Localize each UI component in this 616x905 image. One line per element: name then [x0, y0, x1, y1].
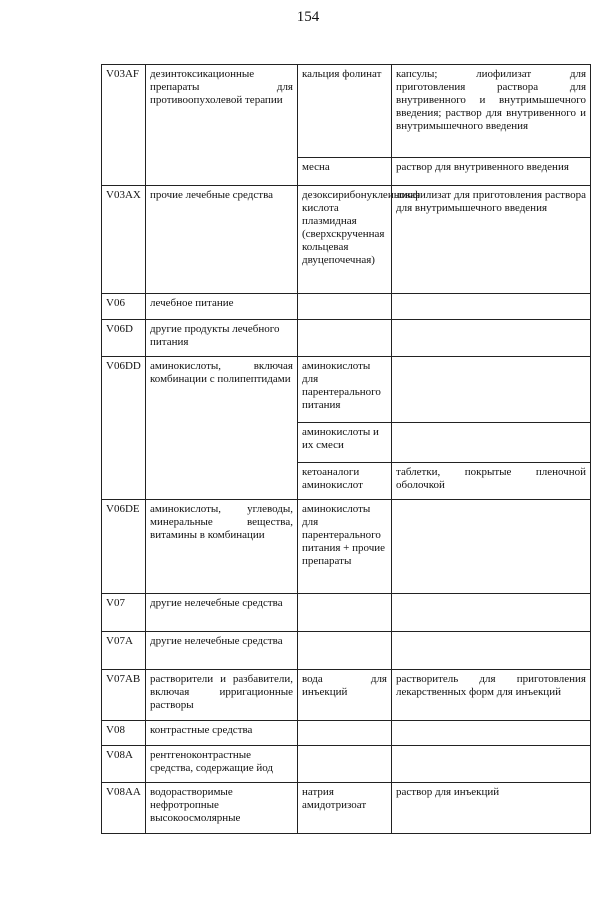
- atc-code-cell: V07: [102, 594, 146, 632]
- dosage-form-cell: [392, 294, 591, 320]
- dosage-form-cell: раствор для инъекций: [392, 783, 591, 834]
- dosage-form-cell: раствор для внутривенного введения: [392, 158, 591, 186]
- dosage-form-cell: [392, 721, 591, 746]
- group-cell: аминокислоты, включая комбинации с полипептидами: [146, 357, 298, 500]
- table-row: [102, 65, 591, 158]
- group-cell: аминокислоты, углеводы, минеральные вещества, витамины в комбинации: [146, 500, 298, 594]
- dosage-form-cell: [392, 423, 591, 463]
- table-row: [102, 294, 591, 320]
- substance-cell: [298, 746, 392, 783]
- substance-cell: кальция фолинат: [298, 65, 392, 158]
- table-row: [102, 357, 591, 423]
- dosage-form-cell: [392, 746, 591, 783]
- dosage-form-cell: [392, 500, 591, 594]
- group-cell: прочие лечебные средства: [146, 186, 298, 294]
- group-cell: другие продукты лечебного питания: [146, 320, 298, 357]
- group-cell: другие нелечебные средства: [146, 594, 298, 632]
- table-row: [102, 632, 591, 670]
- substance-cell: месна: [298, 158, 392, 186]
- page-number: 154: [296, 9, 320, 25]
- drug-table: [101, 64, 591, 834]
- group-cell: рентгеноконтрастные средства, содержащие йод: [146, 746, 298, 783]
- dosage-form-cell: лиофилизат для приготовления раствора для внутримышечного введения: [392, 186, 591, 294]
- dosage-form-cell: капсулы; лиофилизат для приготовления раствора для внутривенного и внутримышечного введения; раствор для внутривенного и внутримышечного введения: [392, 65, 591, 158]
- substance-cell: кетоаналоги аминокислот: [298, 463, 392, 500]
- dosage-form-cell: [392, 594, 591, 632]
- atc-code-cell: V06D: [102, 320, 146, 357]
- substance-cell: [298, 721, 392, 746]
- substance-cell: [298, 632, 392, 670]
- dosage-form-cell: таблетки, покрытые пленочной оболочкой: [392, 463, 591, 500]
- substance-cell: [298, 320, 392, 357]
- table-row: [102, 500, 591, 594]
- table-row: [102, 320, 591, 357]
- atc-code-cell: V08AA: [102, 783, 146, 834]
- group-cell: дезинтоксикационные препараты для противоопухолевой терапии: [146, 65, 298, 186]
- substance-cell: аминокислоты для парентерального питания: [298, 357, 392, 423]
- table-row: [102, 186, 591, 294]
- table-row: [102, 721, 591, 746]
- group-cell: растворители и разбавители, включая ирригационные растворы: [146, 670, 298, 721]
- substance-cell: дезоксирибонуклеиновая кислота плазмидная (сверхскрученная кольцевая двуцепочечная): [298, 186, 392, 294]
- substance-cell: натрия амидотризоат: [298, 783, 392, 834]
- atc-code-cell: V06: [102, 294, 146, 320]
- atc-code-cell: V08A: [102, 746, 146, 783]
- table-row: [102, 594, 591, 632]
- substance-cell: аминокислоты и их смеси: [298, 423, 392, 463]
- table-row: [102, 783, 591, 834]
- atc-code-cell: V03AF: [102, 65, 146, 186]
- substance-cell: вода для инъекций: [298, 670, 392, 721]
- atc-code-cell: V07A: [102, 632, 146, 670]
- substance-cell: [298, 294, 392, 320]
- dosage-form-cell: [392, 357, 591, 423]
- group-cell: лечебное питание: [146, 294, 298, 320]
- substance-cell: аминокислоты для парентерального питания + прочие препараты: [298, 500, 392, 594]
- atc-code-cell: V07AB: [102, 670, 146, 721]
- group-cell: контрастные средства: [146, 721, 298, 746]
- dosage-form-cell: [392, 632, 591, 670]
- atc-code-cell: V06DE: [102, 500, 146, 594]
- dosage-form-cell: [392, 320, 591, 357]
- table-row: [102, 746, 591, 783]
- group-cell: водорастворимые нефротропные высокоосмолярные: [146, 783, 298, 834]
- substance-cell: [298, 594, 392, 632]
- atc-code-cell: V03AX: [102, 186, 146, 294]
- group-cell: другие нелечебные средства: [146, 632, 298, 670]
- table-row: [102, 670, 591, 721]
- atc-code-cell: V08: [102, 721, 146, 746]
- dosage-form-cell: растворитель для приготовления лекарственных форм для инъекций: [392, 670, 591, 721]
- atc-code-cell: V06DD: [102, 357, 146, 500]
